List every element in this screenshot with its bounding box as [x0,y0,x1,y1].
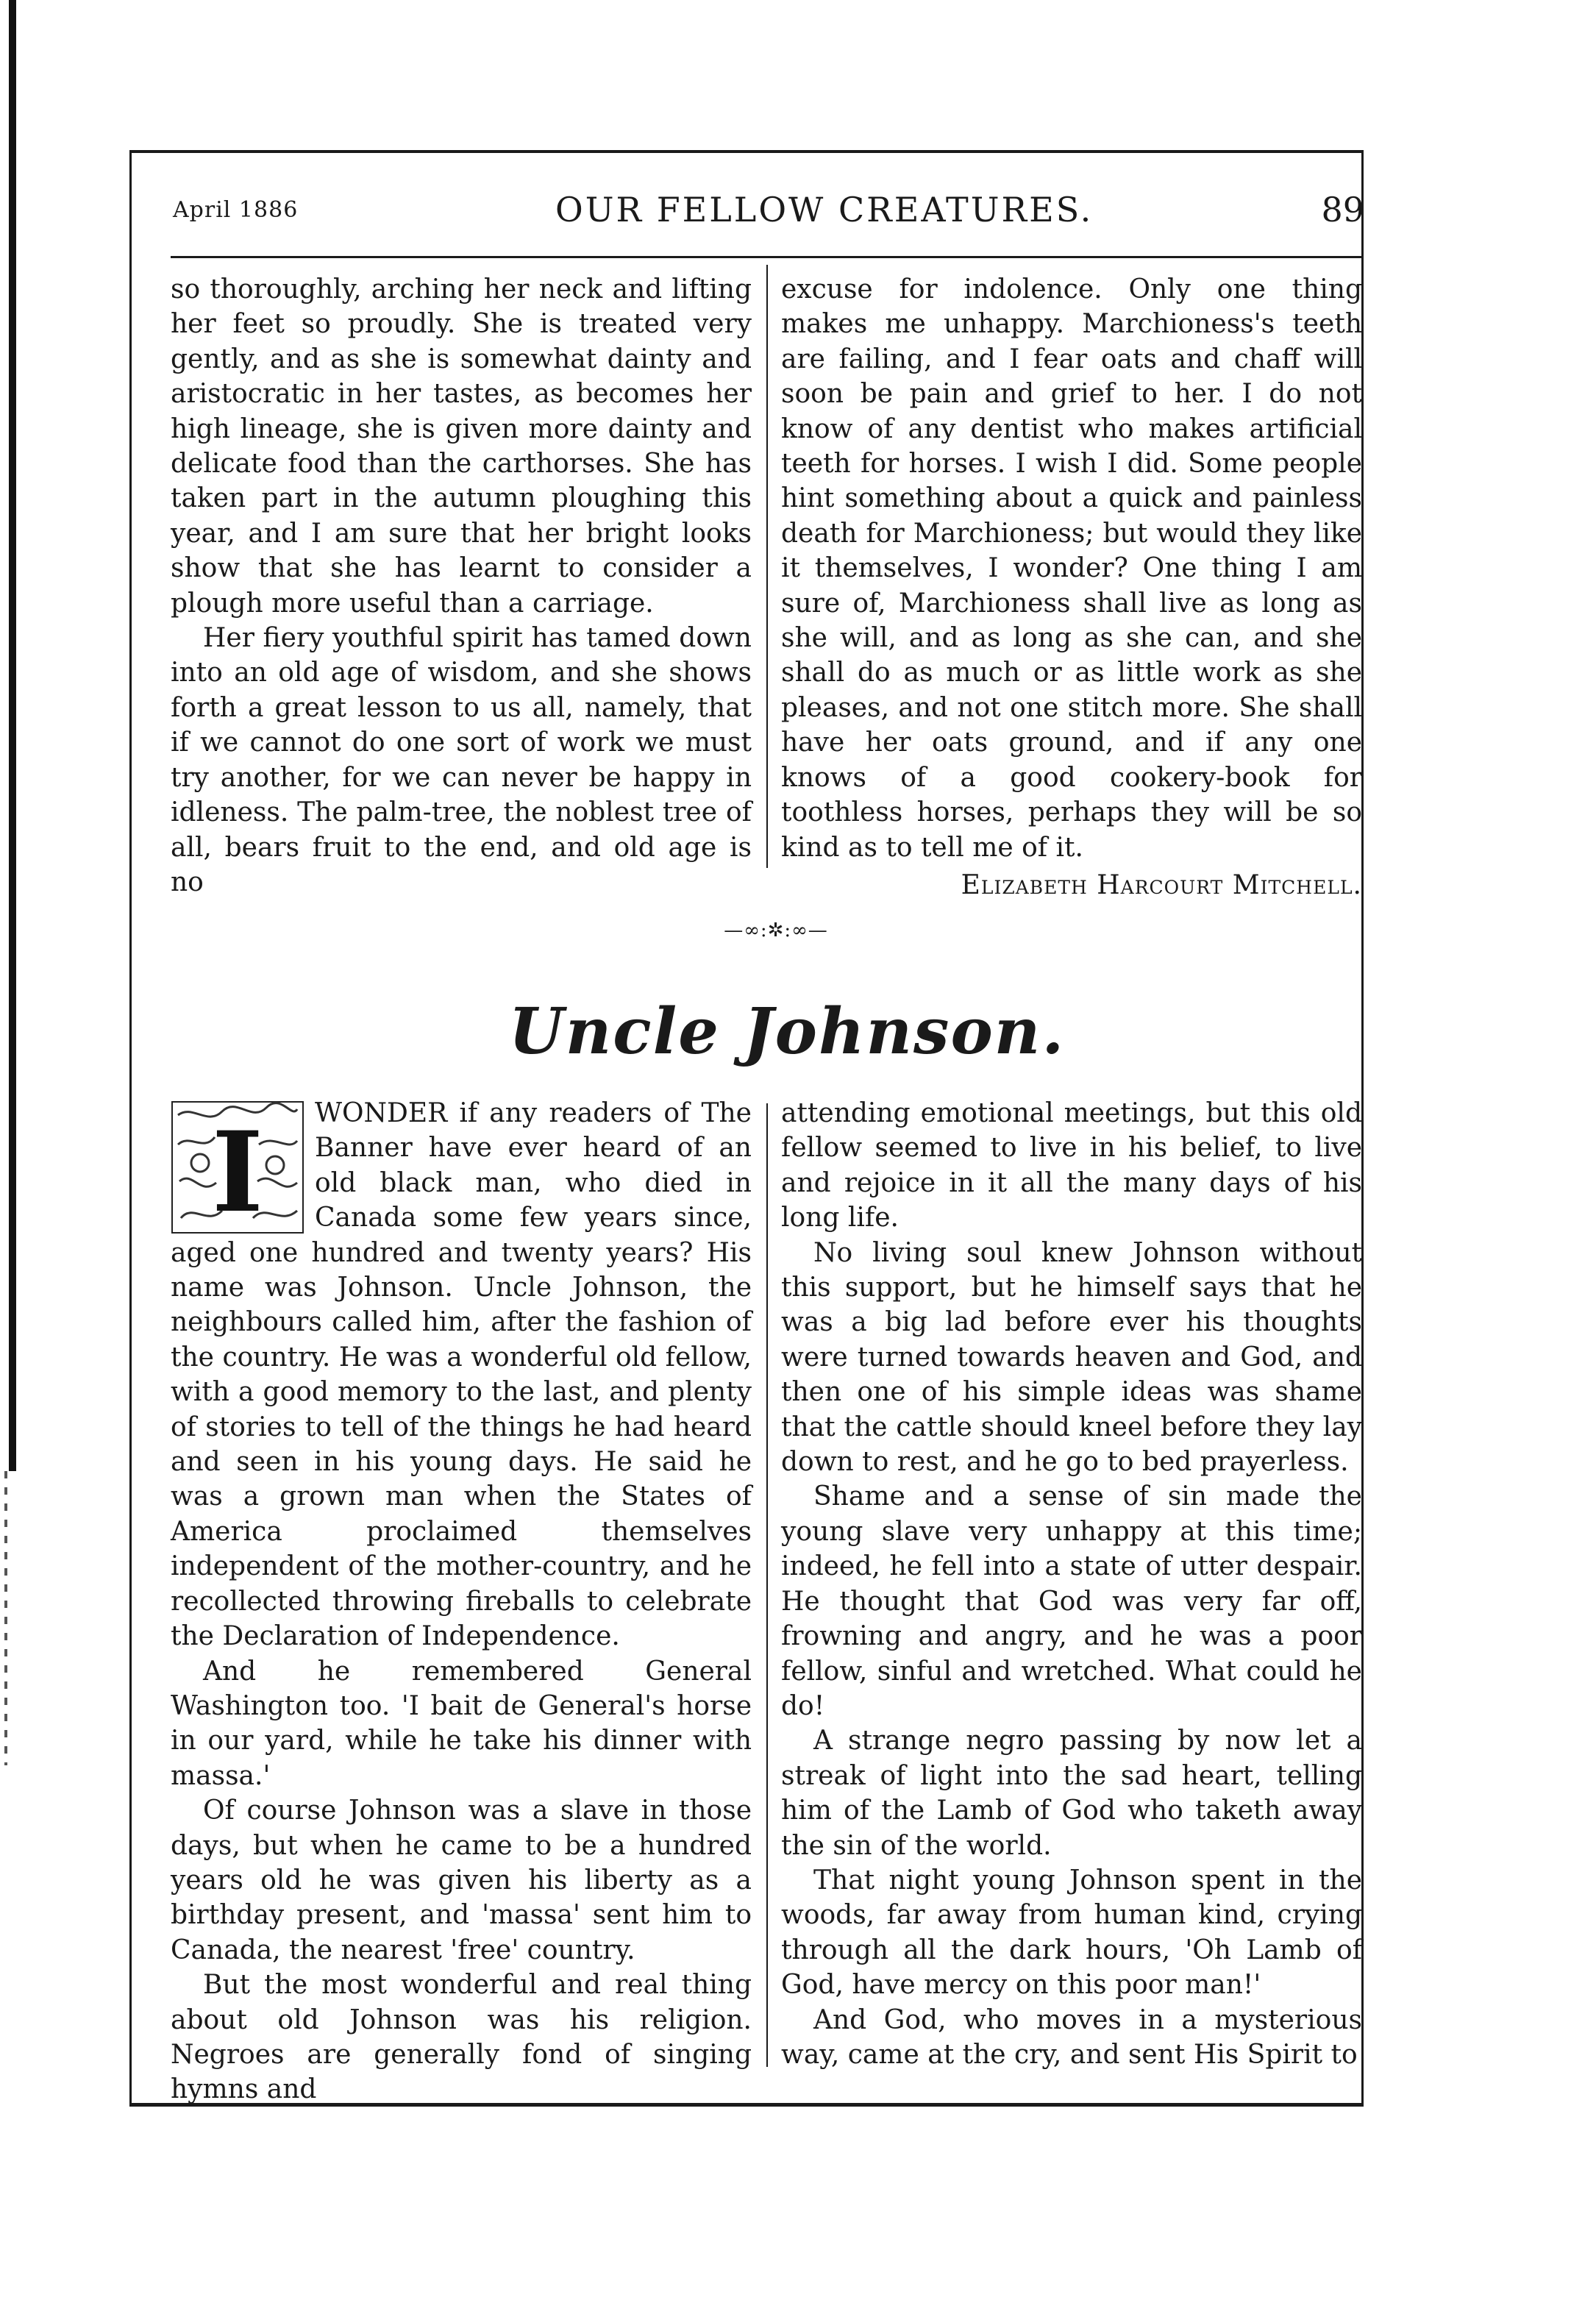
header-date: April 1886 [173,197,299,223]
paragraph: excuse for indolence. Only one thing makes me unhappy. Marchioness's teeth are failing, and I fear oats and chaff will soon be pain and grief to her. I do not know of any dentist who makes artificial teeth for horses. I wish I did. Some people hint something about a quick and painless death for Marchioness; but would they like it themselves, I wonder? One thing I am sure of, Marchioness shall live as long as she will, and as long as she can, and she shall do as much or as little work as she pleases, and not one stitch more. She shall have her oats ground, and if any one knows of a good cookery-book for toothless horses, perhaps they will be so kind as to tell me of it. [781,274,1362,863]
svg-text:I: I [211,1108,264,1234]
bottom-right-column [781,1096,1362,2072]
paragraph: so thoroughly, arching her neck and lifting her feet so proudly. She is treated very gently, and as she is somewhat dainty and aristocratic in her tastes, as becomes her high lineage, she is given more dainty and delicate food than the carthorses. She has taken part in the autumn ploughing this year, and I am sure that her bright looks show that she has learnt to consider a plough more useful than a carriage. [171,274,752,619]
header-title: OUR FELLOW CREATURES. [555,190,1094,229]
paragraph: No living soul knew Johnson without this support, but he himself says that he was a big lad before ever his thoughts were turned towards heaven and God, and then one of his simple ideas was shame that the cattle should kneel before they lay down to rest, and he go to bed prayerless. [781,1237,1362,1478]
author-signature: Elizabeth Harcourt Mitchell. [961,869,1362,900]
book-spine-edge [4,1471,7,1765]
article-title: Uncle Johnson. [508,994,1066,1069]
top-left-column [171,272,752,900]
paragraph: And he remembered General Washington too. 'I bait de General's horse in our yard, while he take his dinner with massa.' [171,1656,752,1791]
paragraph: A strange negro passing by now let a streak of light into the sad heart, telling him of the Lamb of God who taketh away the sin of the world. [781,1726,1362,1861]
paragraph: Shame and a sense of sin made the young slave very unhappy at this time; indeed, he fell into a state of utter despair. He thought that God was very far off, frowning and angry, and he was a poor fellow, sinful and wretched. What could he do! [781,1481,1362,1721]
paragraph: attending emotional meetings, but this old fellow seemed to live in his belief, to live and rejoice in it all the many days of his long life. [781,1098,1362,1234]
bottom-column-rule [766,1103,768,2067]
opening-text: WONDER if any readers of The Banner have ever heard of an old black man, who died in Canada some few years since, aged one hundred and twenty years? His name was Johnson. Uncle Johnson, the neighbours called him, after the fashion of the country. He was a wonderful old fellow, with a good memory to the last, and plenty of stories to tell of the things he had heard and seen in his young days. He said he was a grown man when the States of America proclaimed themselves independent of the mother-country, and he recollected throwing fireballs to celebrate the Declaration of Independence. [171,1098,752,1652]
drop-cap [171,1100,304,1234]
top-right-column [781,272,1362,903]
opening-paragraph [171,1096,752,1654]
paragraph: But the most wonderful and real thing about old Johnson was his religion. Negroes are generally fond of singing hymns and [171,1970,752,2105]
paragraph: And God, who moves in a mysterious way, came at the cry, and sent His Spirit to [781,2004,1362,2070]
page-number: 89 [1321,190,1364,229]
ornamental-initial-icon [171,1100,304,1234]
header-rule [171,256,1362,258]
paragraph: Of course Johnson was a slave in those days, but when he came to be a hundred years old he was given his liberty as a birthday present, and 'massa' sent him to Canada, the nearest 'free' country. [171,1795,752,1965]
section-ornament: —∞:✲:∞— [724,919,828,942]
paragraph: Her fiery youthful spirit has tamed down into an old age of wisdom, and she shows forth a great lesson to us all, namely, that if we cannot do one sort of work we must try another, for we can never be happy in idleness. The palm-tree, the noblest tree of all, bears fruit to the end, and old age is no [171,623,752,897]
running-header [173,190,1364,237]
bottom-left-column [171,1096,752,2107]
paragraph: That night young Johnson spent in the woods, far away from human kind, crying through all the dark hours, 'Oh Lamb of God, have mercy on this poor man!' [781,1865,1362,2001]
top-column-rule [766,265,768,868]
book-spine-shadow [9,0,16,1471]
